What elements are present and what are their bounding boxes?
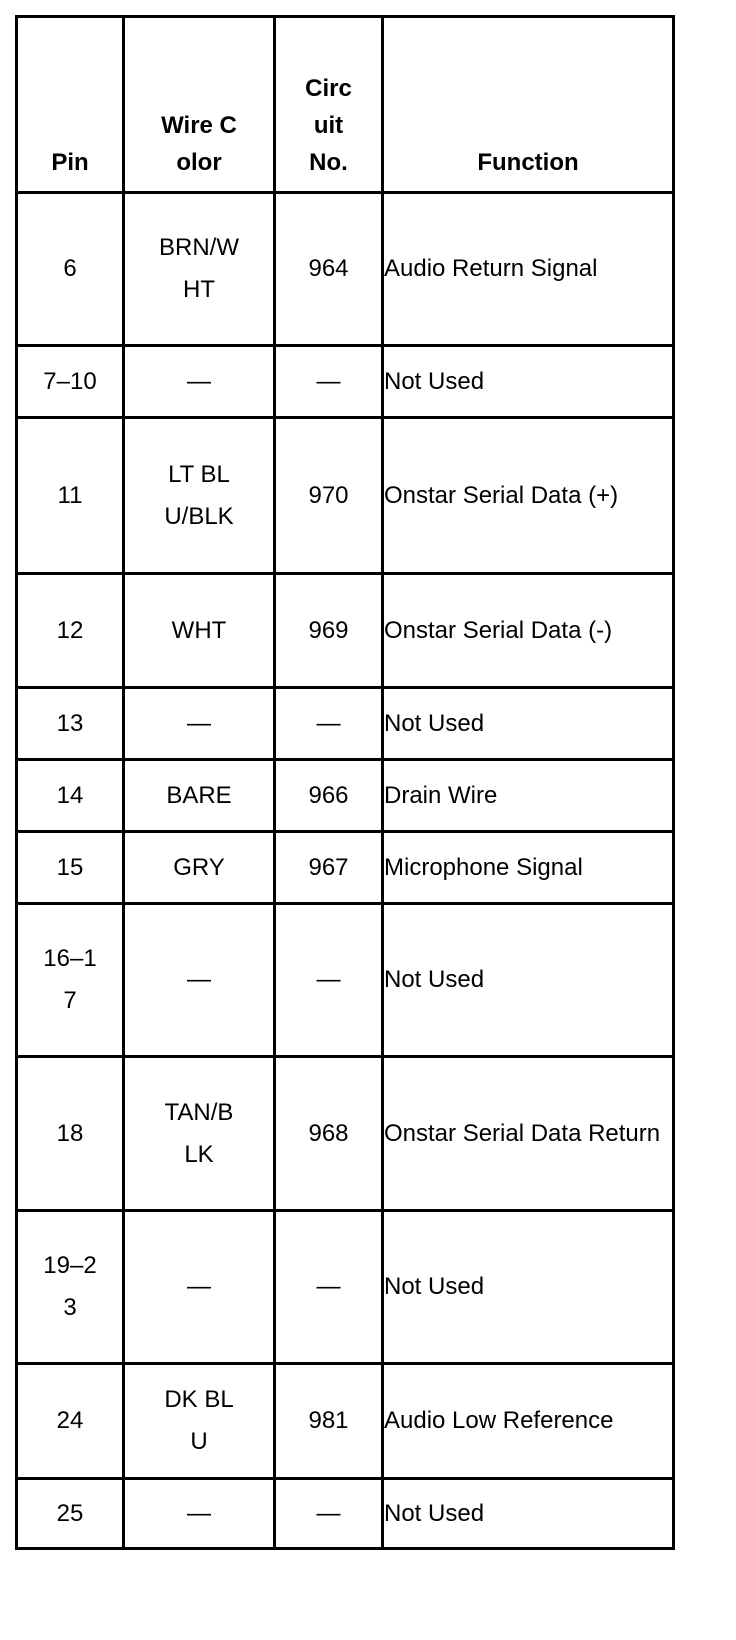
function-cell: Microphone Signal xyxy=(383,832,674,904)
circuit-no-cell: 970 xyxy=(275,418,383,574)
circuit-no-cell: 967 xyxy=(275,832,383,904)
function-cell: Audio Return Signal xyxy=(383,193,674,346)
function-cell: Audio Low Reference xyxy=(383,1364,674,1479)
function-cell: Not Used xyxy=(383,1211,674,1364)
wire-color-cell: — xyxy=(124,688,275,760)
table-row xyxy=(17,760,674,832)
function-cell: Drain Wire xyxy=(383,760,674,832)
function-cell: Not Used xyxy=(383,1479,674,1549)
pin-cell: 18 xyxy=(17,1057,124,1211)
circuit-no-cell: — xyxy=(275,1479,383,1549)
table-row xyxy=(17,574,674,688)
wire-color-cell: TAN/BLK xyxy=(124,1057,275,1211)
circuit-no-cell: 981 xyxy=(275,1364,383,1479)
table-row xyxy=(17,1364,674,1479)
circuit-no-cell: 968 xyxy=(275,1057,383,1211)
circuit-no-cell: — xyxy=(275,1211,383,1364)
wire-color-cell: DK BLU xyxy=(124,1364,275,1479)
header-wire-color: Wire Color xyxy=(124,17,275,193)
table-row xyxy=(17,193,674,346)
table-row xyxy=(17,832,674,904)
table-row xyxy=(17,346,674,418)
pin-cell: 12 xyxy=(17,574,124,688)
circuit-no-cell: — xyxy=(275,688,383,760)
header-row xyxy=(17,17,674,193)
circuit-no-cell: 966 xyxy=(275,760,383,832)
function-cell: Not Used xyxy=(383,904,674,1057)
circuit-no-cell: — xyxy=(275,904,383,1057)
wire-color-cell: BARE xyxy=(124,760,275,832)
wire-color-cell: — xyxy=(124,1479,275,1549)
table-row xyxy=(17,418,674,574)
pin-cell: 11 xyxy=(17,418,124,574)
pin-cell: 19–23 xyxy=(17,1211,124,1364)
function-cell: Onstar Serial Data (-) xyxy=(383,574,674,688)
table-row xyxy=(17,1057,674,1211)
pin-cell: 16–17 xyxy=(17,904,124,1057)
circuit-no-cell: 969 xyxy=(275,574,383,688)
pin-cell: 7–10 xyxy=(17,346,124,418)
table-row xyxy=(17,1211,674,1364)
circuit-no-cell: 964 xyxy=(275,193,383,346)
table-row xyxy=(17,688,674,760)
function-cell: Not Used xyxy=(383,688,674,760)
function-cell: Not Used xyxy=(383,346,674,418)
pin-cell: 24 xyxy=(17,1364,124,1479)
wire-color-cell: BRN/WHT xyxy=(124,193,275,346)
function-cell: Onstar Serial Data Return xyxy=(383,1057,674,1211)
wire-color-cell: — xyxy=(124,904,275,1057)
pin-cell: 14 xyxy=(17,760,124,832)
pin-cell: 6 xyxy=(17,193,124,346)
wire-color-cell: — xyxy=(124,1211,275,1364)
wire-color-cell: — xyxy=(124,346,275,418)
table-row xyxy=(17,904,674,1057)
circuit-no-cell: — xyxy=(275,346,383,418)
table-row xyxy=(17,1479,674,1549)
wire-color-cell: LT BLU/BLK xyxy=(124,418,275,574)
pin-cell: 25 xyxy=(17,1479,124,1549)
header-pin: Pin xyxy=(17,17,124,193)
function-cell: Onstar Serial Data (+) xyxy=(383,418,674,574)
header-function: Function xyxy=(383,17,674,193)
wire-color-cell: GRY xyxy=(124,832,275,904)
header-circuit-no: Circuit No. xyxy=(275,17,383,193)
wire-color-cell: WHT xyxy=(124,574,275,688)
pin-cell: 13 xyxy=(17,688,124,760)
connector-pinout-table xyxy=(15,15,675,1550)
pin-cell: 15 xyxy=(17,832,124,904)
